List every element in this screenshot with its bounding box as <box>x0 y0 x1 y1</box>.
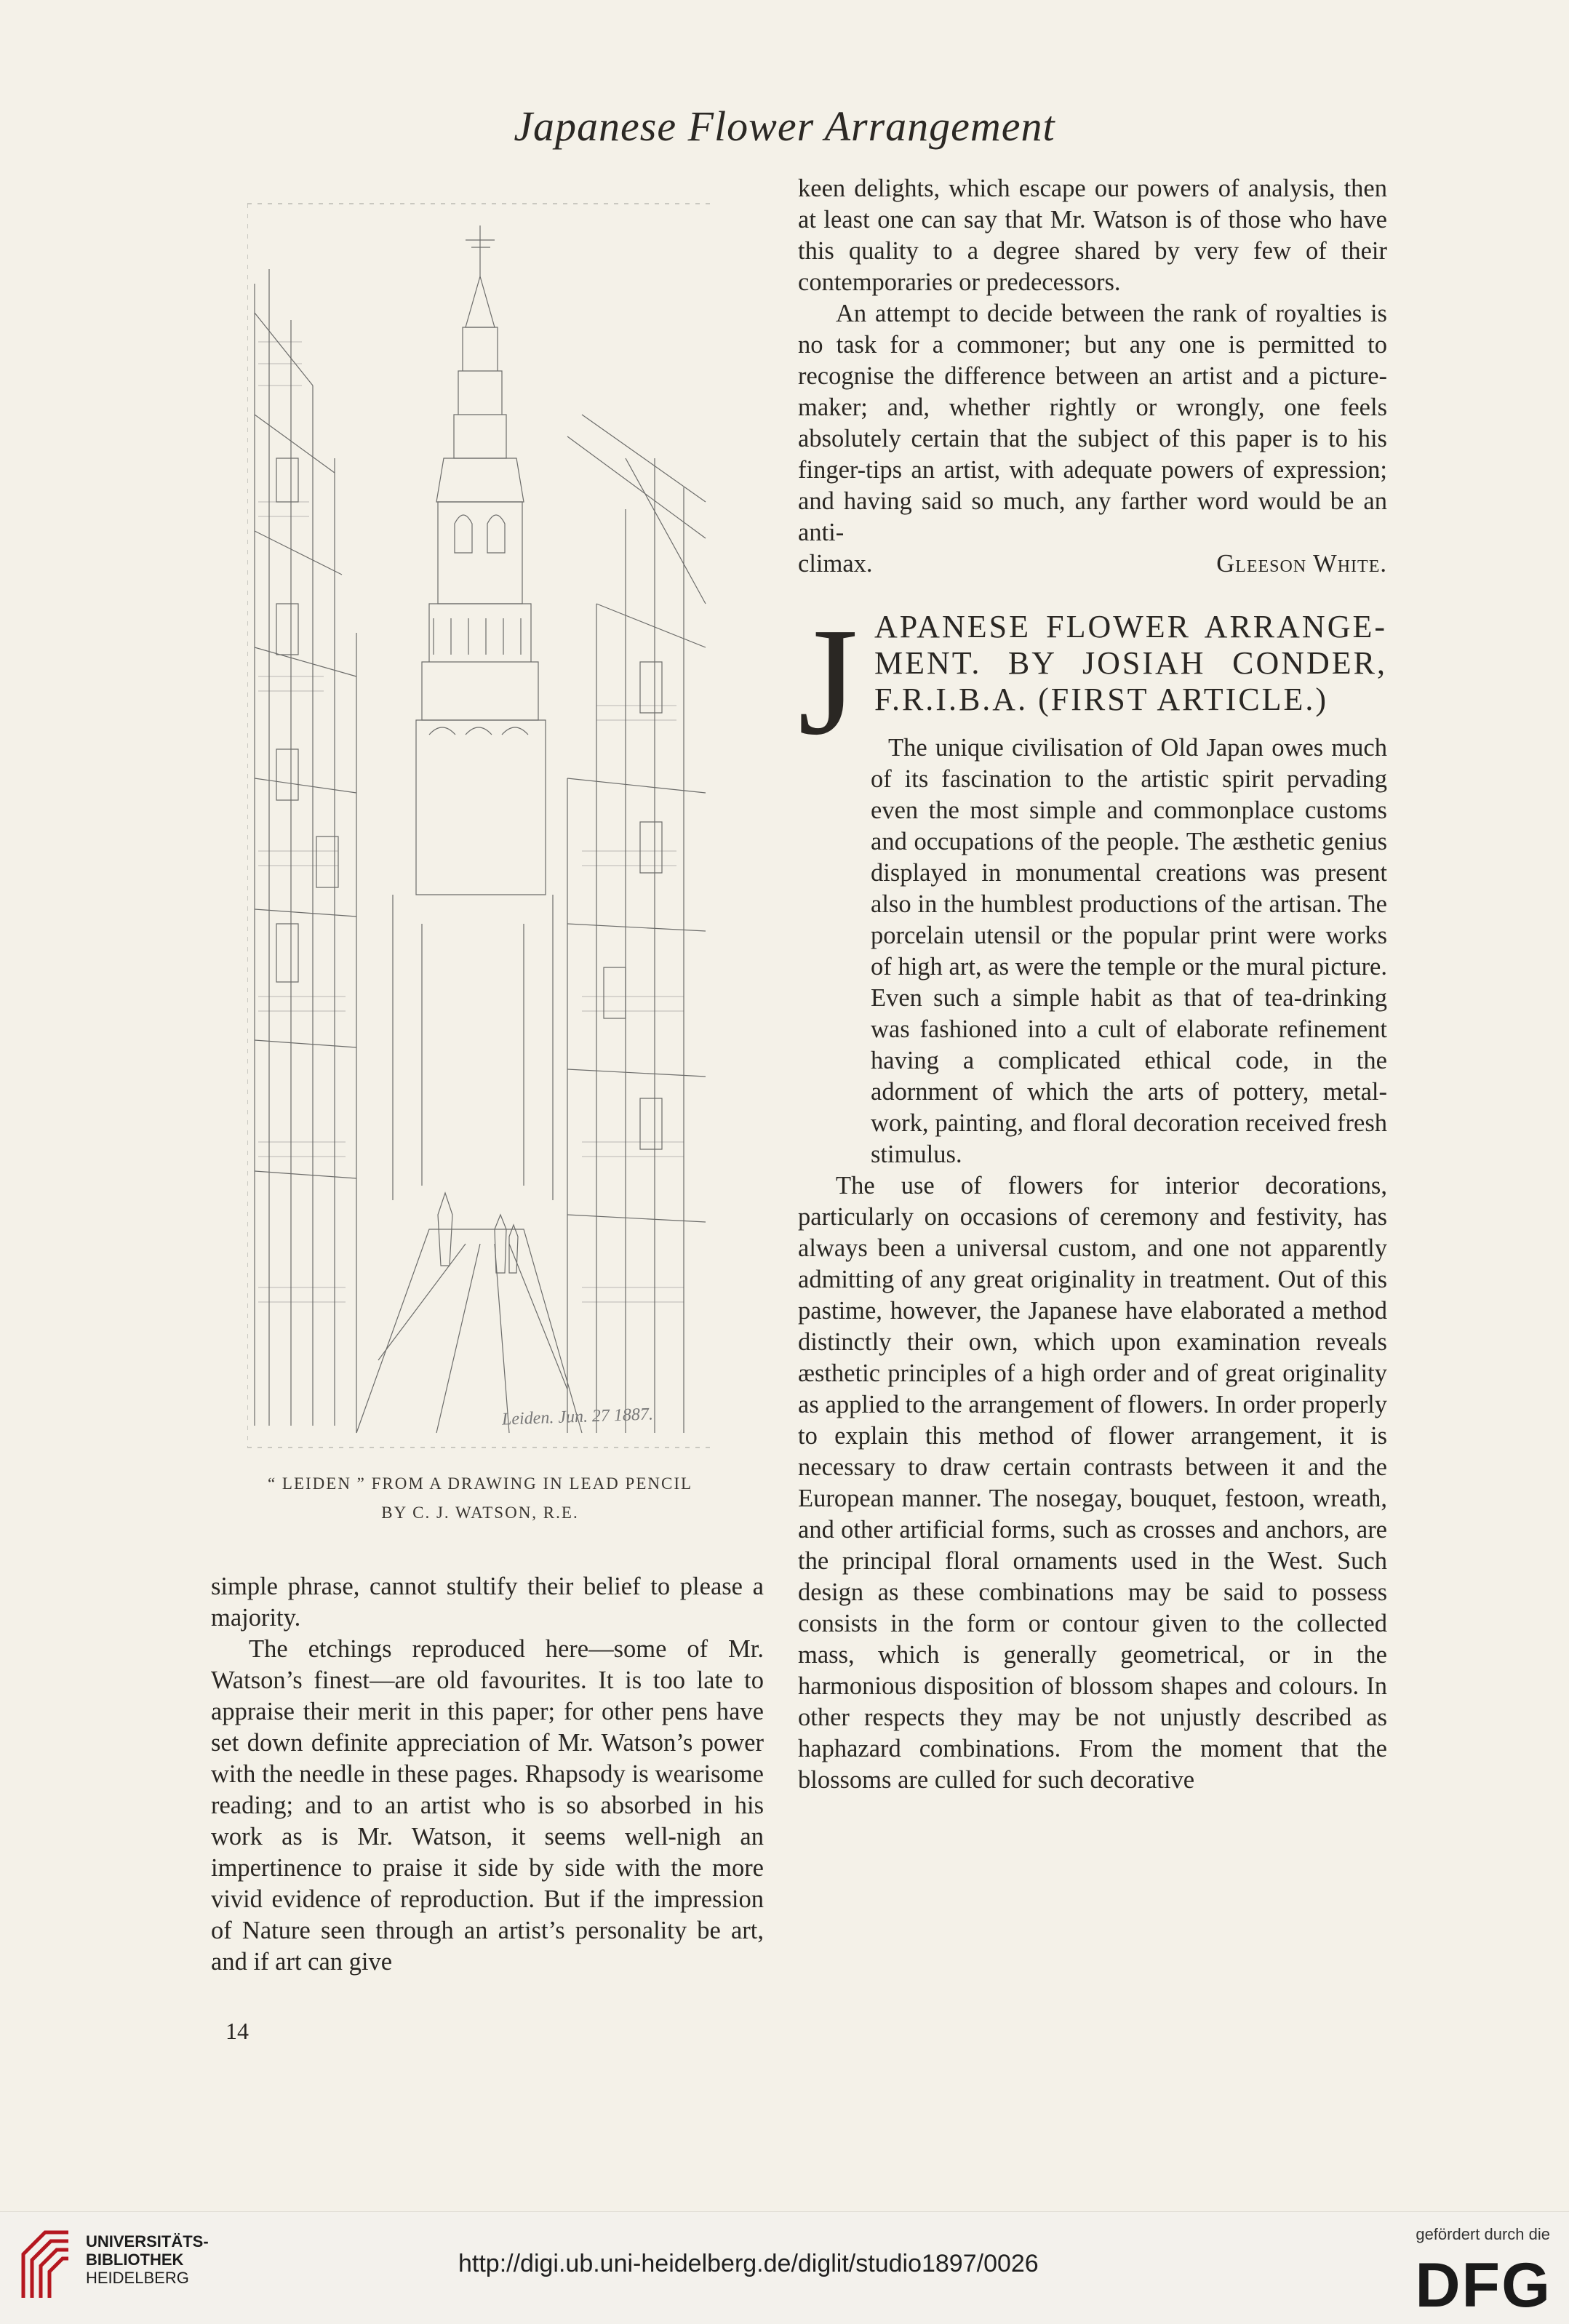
article-title-line-3: F.R.I.B.A. (FIRST ARTICLE.) <box>874 682 1329 717</box>
article-paragraph-1: The unique civilisation of Old Japan owes much of its fascination to the artistic spirit pervading even the most simple and commonplace customs and occupations of the people. The æsthetic genius displayed in monumental creations was present also in the humblest productions of the artisan. The porcelain utensil or the popular print were works of high art, as were the temple or the mural picture. Even such a simple habit as that of tea-drinking was fashioned into a cult of elaborate refinement having a complicated ethical code, in the adornment of which the arts of pottery, metal-work, painting, and floral decoration received fresh stimulus. <box>871 734 1387 1168</box>
left-paragraph-1: simple phrase, cannot stultify their belief to please a majority. <box>211 1573 764 1632</box>
caption-line-2: BY C. J. WATSON, R.E. <box>381 1504 579 1522</box>
page-number: 14 <box>225 2018 249 2044</box>
article-body <box>798 732 1387 1796</box>
dfg-logo: DFG <box>1415 2251 1552 2320</box>
left-column <box>211 1571 764 1978</box>
article-signature-line <box>798 548 1387 580</box>
illustration-caption <box>211 1469 749 1528</box>
right-paragraph-1: keen delights, which escape our powers of analysis, then at least one can say that Mr. Watson is of those who have this quality to a degree shared by very few of their contemporaries or predecessors. <box>798 175 1387 296</box>
library-name <box>86 2232 209 2287</box>
university-library-logo-icon <box>16 2225 76 2305</box>
library-name-line-2: BIBLIOTHEK <box>86 2251 184 2269</box>
library-name-line-1: UNIVERSITÄTS- <box>86 2232 209 2251</box>
article-title-line-2: MENT. BY JOSIAH CONDER, <box>874 645 1387 681</box>
drawing-inscription: Leiden. Jun. 27 1887. <box>501 1405 654 1429</box>
article-title-line-1: APANESE FLOWER ARRANGE- <box>874 609 1387 644</box>
author-signature: Gleeson White. <box>1216 550 1387 578</box>
leiden-street-sketch <box>247 196 713 1455</box>
article-title <box>874 609 1387 718</box>
drop-cap: J <box>798 596 858 767</box>
left-paragraph-2: The etchings reproduced here—some of Mr. Watson’s finest—are old favourites. It is too late to appraise their merit in this paper; for other pens have set down definite appreciation of Mr. Watson’s power with the needle in these pages. Rhapsody is wearisome reading; and to an artist who is so absorbed in his work as is Mr. Watson, it seems well-nigh an impertinence to praise it side by side with the more vivid evidence of reproduction. But if the impression of Nature seen through an artist’s personality be art, and if art can give <box>211 1635 764 1976</box>
library-name-line-3: HEIDELBERG <box>86 2269 189 2287</box>
digitization-footer <box>0 2211 1569 2324</box>
funding-note: gefördert durch die <box>1416 2225 1550 2243</box>
article-paragraph-2: The use of flowers for interior decorations, particularly on occasions of ceremony and festivity, has always been a universal custom, and one not apparently admitting of any great originality in treatment. Out of this pastime, however, the Japanese have elaborated a method distinctly their own, which upon examination reveals æsthetic principles of a high order and of great originality as applied to the arrangement of flowers. In order properly to explain this method of flower arrangement, it is necessary to draw certain contrasts between it and the European manner. The nosegay, bouquet, festoon, wreath, and other artificial forms, such as crosses and anchors, are the principal floral ornaments used in the West. Such design as these combinations may be said to possess consists in the form or contour given to the collected mass, which is generally geometrical, or in the harmonious disposition of blossom shapes and colours. In other respects they may be not unjustly described as haphazard combinations. From the moment that the blossoms are culled for such decorative <box>798 1172 1387 1794</box>
running-head: Japanese Flower Arrangement <box>514 103 1055 150</box>
permalink-url[interactable]: http://digi.ub.uni-heidelberg.de/diglit/studio1897/0026 <box>458 2250 1039 2277</box>
caption-line-1: “ LEIDEN ” FROM A DRAWING IN LEAD PENCIL <box>267 1474 693 1493</box>
right-column <box>798 173 1387 1796</box>
article-heading <box>798 596 1387 783</box>
leiden-drawing-illustration <box>247 196 713 1455</box>
right-paragraph-2: An attempt to decide between the rank of royalties is no task for a commoner; but any one is permitted to recognise the difference between an artist and a picture-maker; and, whether rightly or wrongly, one feels absolutely certain that the subject of this paper is to his finger-tips an artist, with adequate powers of expression; and having said so much, any farther word would be an anti- <box>798 300 1387 546</box>
closing-word: climax. <box>798 550 873 578</box>
